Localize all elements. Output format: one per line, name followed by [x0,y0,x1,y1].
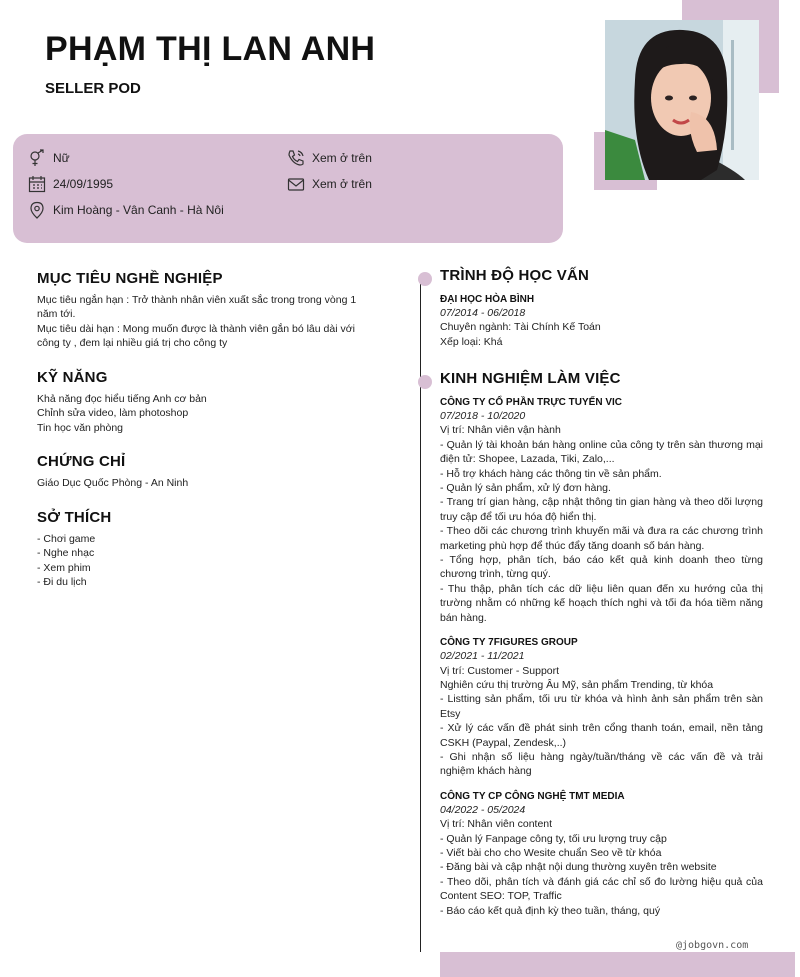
job-line: - Quản lý Fanpage công ty, tối ưu lượng truy cập [440,832,667,845]
skill-item: Khả năng đọc hiểu tiếng Anh cơ bản [37,393,207,405]
job-line: - Theo dõi, phân tích và đánh giá các chỉ số đo lường hiệu quả của Content SEO: TOP, Traffic [440,875,763,903]
job-period: 04/2022 - 05/2024 [440,803,526,816]
skill-item: Tin học văn phòng [37,421,124,434]
experience-title: KINH NGHIỆM LÀM VIỆC [440,370,621,387]
candidate-role: SELLER POD [45,80,141,97]
job-line: - Đăng bài và cập nhật nội dung thường xuyên trên website [440,861,717,874]
contact-address [28,201,224,219]
job-entry [440,791,763,918]
contact-email [287,175,372,193]
job-period: 02/2021 - 11/2021 [440,650,525,663]
hobby-item: - Chơi game [37,533,96,545]
job-line: - Viết bài cho cho Wesite chuẩn Seo về từ khóa [440,846,662,859]
hobbies-title: SỞ THÍCH [37,509,112,526]
job-period: 07/2018 - 10/2020 [440,410,526,422]
job-line: - Thu thập, phân tích các dữ liệu liên quan đến xu hướng của thị trường nhằm có những kế hoạch thích nghi và tối đa hóa tiềm năng bán hàng. [440,582,763,624]
skills-section [37,369,367,435]
job-line: - Theo dõi các chương trình khuyến mãi và đưa ra các chương trình marketing phù hợp để thúc đẩy tăng doanh số bán hàng. [440,525,763,552]
education-grade: Xếp loại: Khá [440,335,503,348]
calendar-icon [28,175,46,193]
job-line: - Hỗ trợ khách hàng các thông tin về sản phẩm. [440,467,662,480]
job-line: Vị trí: Customer - Support [440,664,560,677]
job-line: - Trang trí gian hàng, cập nhật thông tin gian hàng và theo dõi lượng truy cập để tối ưu hóa độ hiển thị. [440,496,763,523]
job-line: Vị trí: Nhân viên vận hành [440,424,561,437]
email-icon [287,175,305,193]
certificates-section [37,453,367,490]
certificate-item: Giáo Dục Quốc Phòng - An Ninh [37,477,189,489]
deco-block-bottom [440,952,795,977]
watermark: @jobgovn.com [676,940,749,951]
contact-panel [13,134,563,243]
location-pin-icon [28,201,46,219]
job-line: - Listting sản phẩm, tối ưu từ khóa và hình ảnh sản phẩm trên sàn Etsy [440,693,763,720]
contact-gender [28,149,70,167]
experience-section [440,370,763,918]
job-line: Nghiên cứu thị trường Âu Mỹ, sản phẩm Trending, từ khóa [440,678,714,691]
skills-title: KỸ NĂNG [37,369,108,386]
profile-photo [605,20,759,180]
job-company: CÔNG TY CP CÔNG NGHỆ TMT MEDIA [440,790,625,802]
job-company: CÔNG TY CỔ PHẦN TRỰC TUYẾN VIC [440,397,623,408]
education-title: TRÌNH ĐỘ HỌC VẤN [440,267,590,284]
job-line: - Quản lý sản phẩm, xử lý đơn hàng. [440,482,611,495]
email-text: Xem ở trên [312,177,372,191]
job-company: CÔNG TY 7FIGURES GROUP [440,637,578,649]
hobby-item: - Xem phim [37,561,91,574]
job-line: - Tổng hợp, phân tích, báo cáo kết quả kinh doanh theo từng chương trình, từng quý. [440,554,763,581]
contact-birthday [28,175,113,193]
school-name: ĐẠI HỌC HÒA BÌNH [440,294,535,305]
hobby-item: - Nghe nhạc [37,547,95,560]
timeline-dot-education [418,272,432,286]
timeline-dot-experience [418,375,432,389]
job-entry [440,637,763,779]
candidate-name: PHẠM THỊ LAN ANH [45,30,376,68]
career-goal-title: MỤC TIÊU NGHỀ NGHIỆP [37,270,223,287]
address-text: Kim Hoàng - Vân Canh - Hà Nôi [53,203,224,217]
phone-text: Xem ở trên [312,151,372,165]
hobby-item: - Đi du lịch [37,576,87,589]
job-line: - Xử lý các vấn đề phát sinh trên cổng thanh toán, email, nền tảng CSKH (Paypal, Zendesk,..) [440,722,763,749]
career-goal-section [37,270,367,351]
job-line: Vị trí: Nhân viên content [440,818,553,831]
job-entry [440,397,763,625]
job-line: - Ghi nhận số liệu hàng ngày/tuần/tháng về các vấn đề và trải nghiệm khách hàng [440,750,763,778]
education-period: 07/2014 - 06/2018 [440,307,526,319]
certificates-title: CHỨNG CHỈ [37,453,126,470]
job-line: - Báo cáo kết quả định kỳ theo tuần, tháng, quý [440,904,661,917]
gender-icon [28,149,46,167]
education-section [440,267,763,349]
phone-icon [287,149,305,167]
career-goal-line: Mục tiêu dài hạn : Mong muốn được là thành viên gắn bó lâu dài với công ty , đem lại nhiều giá trị cho công ty [37,322,355,350]
job-line: - Quản lý tài khoản bán hàng online của công ty trên sàn thương mại điện tử: Shopee, Lazada, Tiki, Zalo,... [440,438,763,466]
gender-text: Nữ [53,151,70,165]
education-major: Chuyên ngành: Tài Chính Kế Toán [440,321,601,334]
hobbies-section [37,509,367,590]
birthday-text: 24/09/1995 [53,177,114,191]
contact-phone [287,149,372,167]
skill-item: Chỉnh sửa video, làm photoshop [37,407,189,420]
career-goal-line: Mục tiêu ngắn hạn : Trở thành nhân viên xuất sắc trong trong vòng 1 năm tới. [37,294,357,321]
